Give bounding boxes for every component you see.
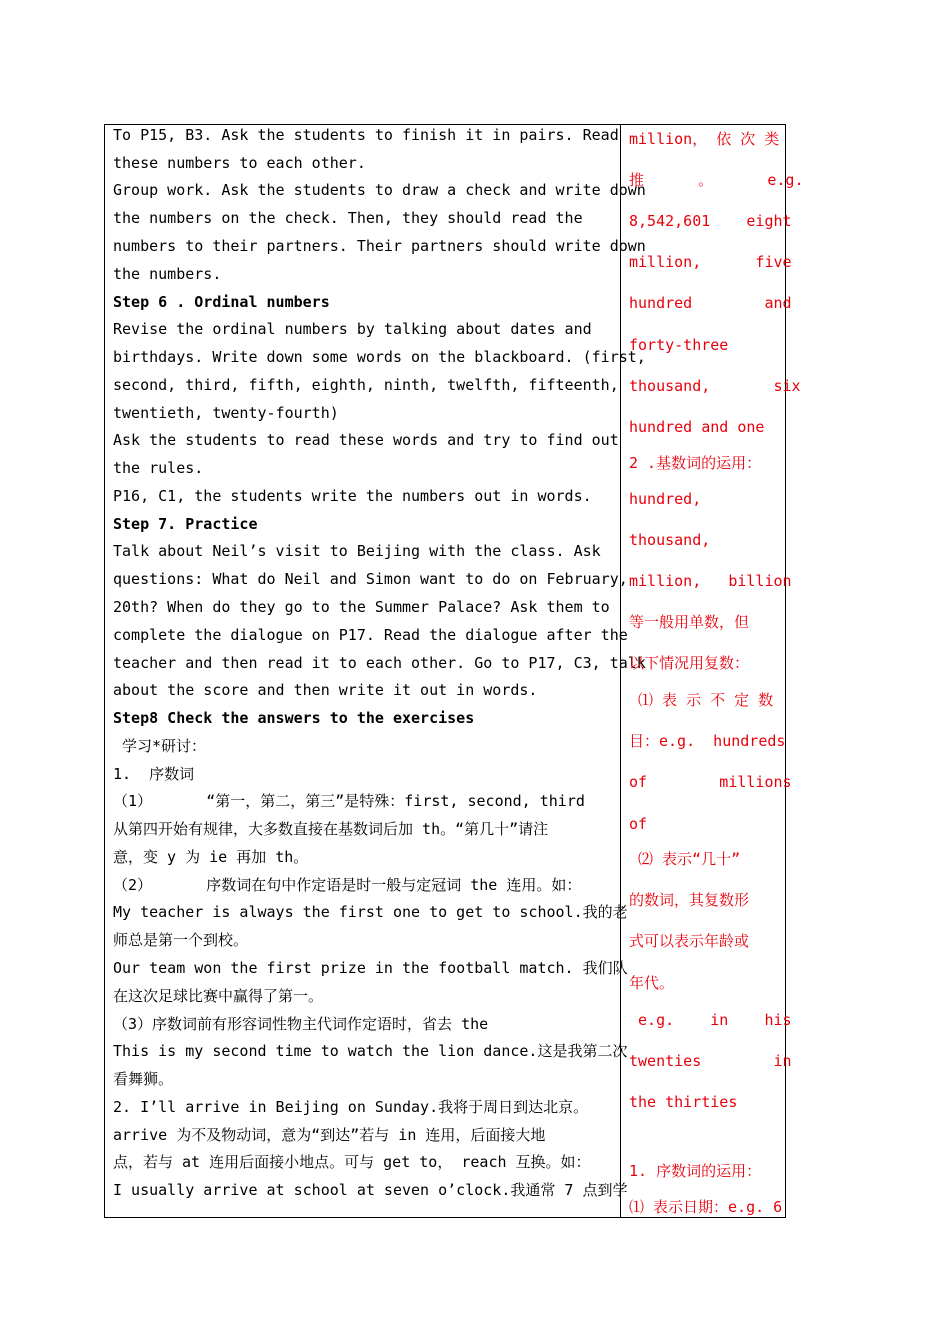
main-line: （1） “第一，第二，第三”是特殊：first, second, third <box>113 792 585 810</box>
note-line: million, billion <box>629 572 792 590</box>
note-line: thousand, six <box>629 377 801 395</box>
note-line: hundred and one <box>629 418 765 436</box>
note-line: of millions <box>629 773 792 791</box>
main-line: 2. I’ll arrive in Beijing on Sunday.我将于周日到达北京。 <box>113 1098 589 1116</box>
main-line: My teacher is always the first one to get to school.我的老 <box>113 903 628 921</box>
note-line: of <box>629 815 648 833</box>
main-line: （3）序数词前有形容词性物主代词作定语时，省去 the <box>113 1015 489 1033</box>
main-line: P16, C1, the students write the numbers out in words. <box>113 487 592 505</box>
note-line: thousand, <box>629 531 711 549</box>
step-8-heading: Step8 Check the answers to the exercises <box>113 709 475 727</box>
note-line: 目：e.g. hundreds <box>629 732 786 750</box>
main-line: To P15, B3. Ask the students to finish it in pairs. Read <box>113 126 619 144</box>
note-line: hundred and <box>629 294 792 312</box>
note-line: the thirties <box>629 1093 738 1111</box>
main-line: 看舞狮。 <box>113 1070 174 1088</box>
main-line: complete the dialogue on P17. Read the dialogue after the <box>113 626 628 644</box>
note-line: 以下情况用复数： <box>629 654 750 672</box>
main-line: these numbers to each other. <box>113 154 366 172</box>
main-line: 从第四开始有规律，大多数直接在基数词后加 th。“第几十”请注 <box>113 820 549 838</box>
note-line: ⑴ 表示日期：e.g. 6 <box>629 1198 783 1216</box>
note-line: 1. 序数词的运用： <box>629 1162 762 1180</box>
note-line: million， 依 次 类 <box>629 130 780 148</box>
note-line: million, five <box>629 253 792 271</box>
main-line: numbers to their partners. Their partners should write down <box>113 237 646 255</box>
main-line: Ask the students to read these words and try to find out <box>113 431 619 449</box>
note-line: ⑵ 表示“几十” <box>629 850 741 868</box>
main-line: Group work. Ask the students to draw a check and write down <box>113 181 646 199</box>
step-7-heading: Step 7. Practice <box>113 515 258 533</box>
lesson-table <box>104 124 804 1218</box>
main-line: （2） 序数词在句中作定语是时一般与定冠词 the 连用。如： <box>113 876 582 894</box>
note-line: 8,542,601 eight <box>629 212 792 230</box>
main-line: Talk about Neil’s visit to Beijing with the class. Ask <box>113 542 601 560</box>
note-line: 2 .基数词的运用： <box>629 454 762 472</box>
main-line: 点，若与 at 连用后面接小地点。可与 get to， reach 互换。如： <box>113 1153 591 1171</box>
main-line: I usually arrive at school at seven o’clock.我通常 7 点到学 <box>113 1181 628 1199</box>
note-line: 式可以表示年龄或 <box>629 932 750 950</box>
note-line: 年代。 <box>629 974 675 992</box>
step-6-heading: Step 6 . Ordinal numbers <box>113 293 330 311</box>
note-line: 推 。 e.g. <box>629 171 804 189</box>
main-line: 20th? When do they go to the Summer Palace? Ask them to <box>113 598 610 616</box>
main-line: birthdays. Write down some words on the blackboard. (first, <box>113 348 646 366</box>
main-line: the numbers on the check. Then, they should read the <box>113 209 583 227</box>
main-line: second, third, fifth, eighth, ninth, twelfth, fifteenth, <box>113 376 619 394</box>
note-line: 等一般用单数，但 <box>629 613 750 631</box>
note-line: e.g. in his <box>629 1011 792 1029</box>
main-line: questions: What do Neil and Simon want to do on February, <box>113 570 628 588</box>
main-line: This is my second time to watch the lion dance.这是我第二次 <box>113 1042 628 1060</box>
main-line: 意，变 y 为 ie 再加 th。 <box>113 848 309 866</box>
main-line: the rules. <box>113 459 204 477</box>
note-line: hundred, <box>629 490 702 508</box>
main-line: Revise the ordinal numbers by talking about dates and <box>113 320 592 338</box>
main-line: 1. 序数词 <box>113 765 195 783</box>
note-line: ⑴ 表 示 不 定 数 <box>629 691 774 709</box>
main-line: about the score and then write it out in words. <box>113 681 538 699</box>
main-line: arrive 为不及物动词，意为“到达”若与 in 连用，后面接大地 <box>113 1126 546 1144</box>
study-heading: 学习*研讨： <box>113 737 207 755</box>
main-line: 师总是第一个到校。 <box>113 931 249 949</box>
main-line: teacher and then read it to each other. Go to P17, C3, talk <box>113 654 646 672</box>
main-line: the numbers. <box>113 265 222 283</box>
note-line: 的数词，其复数形 <box>629 891 750 909</box>
main-line: twentieth, twenty-fourth) <box>113 404 339 422</box>
main-line: 在这次足球比赛中赢得了第一。 <box>113 987 324 1005</box>
note-line: twenties in <box>629 1052 792 1070</box>
main-line: Our team won the first prize in the football match. 我们队 <box>113 959 628 977</box>
note-line: forty-three <box>629 336 729 354</box>
